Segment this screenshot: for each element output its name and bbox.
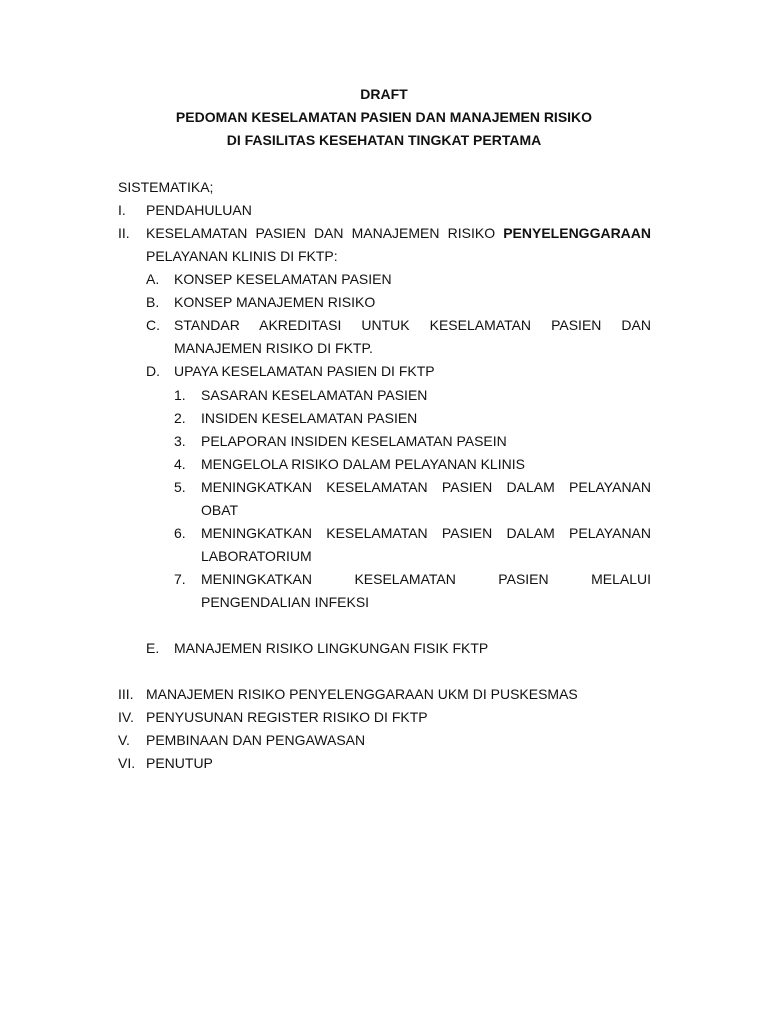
item-6-text-line1: MENINGKATKAN KESELAMATAN PASIEN DALAM PELAYANAN: [201, 525, 651, 541]
item-3-marker: 3.: [174, 433, 186, 449]
item-2-marker: 2.: [174, 410, 186, 426]
intro-label: SISTEMATIKA;: [118, 179, 214, 195]
section-6-marker: VI.: [118, 755, 136, 771]
item-1-marker: 1.: [174, 387, 186, 403]
doc-title-sub: DI FASILITAS KESEHATAN TINGKAT PERTAMA: [226, 132, 542, 148]
item-2-text: INSIDEN KESELAMATAN PASIEN: [201, 410, 418, 426]
doc-title-main: PEDOMAN KESELAMATAN PASIEN DAN MANAJEMEN RISIKO: [175, 109, 593, 125]
section-2-text-line1: [146, 225, 651, 241]
item-5-text-line2: OBAT: [201, 502, 239, 518]
sub-b-text: KONSEP MANAJEMEN RISIKO: [174, 294, 376, 310]
doc-title-draft: DRAFT: [360, 86, 408, 102]
sub-b-marker: B.: [146, 294, 160, 310]
item-4-marker: 4.: [174, 456, 186, 472]
section-5-marker: V.: [118, 732, 130, 748]
section-1-text: PENDAHULUAN: [146, 202, 252, 218]
sub-d-text: UPAYA KESELAMATAN PASIEN DI FKTP: [174, 363, 435, 379]
section-2-text-line2: PELAYANAN KLINIS DI FKTP:: [146, 248, 338, 264]
item-6-text-line2: LABORATORIUM: [201, 548, 312, 564]
section-4-text: PENYUSUNAN REGISTER RISIKO DI FKTP: [146, 709, 428, 725]
item-1-text: SASARAN KESELAMATAN PASIEN: [201, 387, 428, 403]
sub-a-marker: A.: [146, 271, 160, 287]
item-5-marker: 5.: [174, 479, 186, 495]
sub-a-text: KONSEP KESELAMATAN PASIEN: [174, 271, 392, 287]
section-3-marker: III.: [118, 686, 134, 702]
sub-c-marker: C.: [146, 317, 160, 333]
section-5-text: PEMBINAAN DAN PENGAWASAN: [146, 732, 366, 748]
sub-d-marker: D.: [146, 363, 160, 379]
section-4-marker: IV.: [118, 709, 134, 725]
item-6-marker: 6.: [174, 525, 186, 541]
section-2-text-bold: PENYELENGGARAAN: [503, 225, 652, 241]
sub-e-text: MANAJEMEN RISIKO LINGKUNGAN FISIK FKTP: [174, 640, 489, 656]
section-1-marker: I.: [118, 202, 126, 218]
item-4-text: MENGELOLA RISIKO DALAM PELAYANAN KLINIS: [201, 456, 525, 472]
section-6-text: PENUTUP: [146, 755, 213, 771]
sub-e-marker: E.: [146, 640, 160, 656]
sub-c-text-line1: STANDAR AKREDITASI UNTUK KESELAMATAN PASIEN DAN: [174, 317, 651, 333]
item-7-marker: 7.: [174, 571, 186, 587]
section-2-text-regular: KESELAMATAN PASIEN DAN MANAJEMEN RISIKO: [146, 225, 496, 241]
sub-c-text-line2: MANAJEMEN RISIKO DI FKTP.: [174, 340, 373, 356]
item-3-text: PELAPORAN INSIDEN KESELAMATAN PASEIN: [201, 433, 507, 449]
item-7-text-line2: PENGENDALIAN INFEKSI: [201, 594, 370, 610]
section-3-text: MANAJEMEN RISIKO PENYELENGGARAAN UKM DI PUSKESMAS: [146, 686, 578, 702]
section-2-marker: II.: [118, 225, 130, 241]
item-7-text-line1: MENINGKATKAN KESELAMATAN PASIEN MELALUI: [201, 571, 651, 587]
item-5-text-line1: MENINGKATKAN KESELAMATAN PASIEN DALAM PELAYANAN: [201, 479, 651, 495]
